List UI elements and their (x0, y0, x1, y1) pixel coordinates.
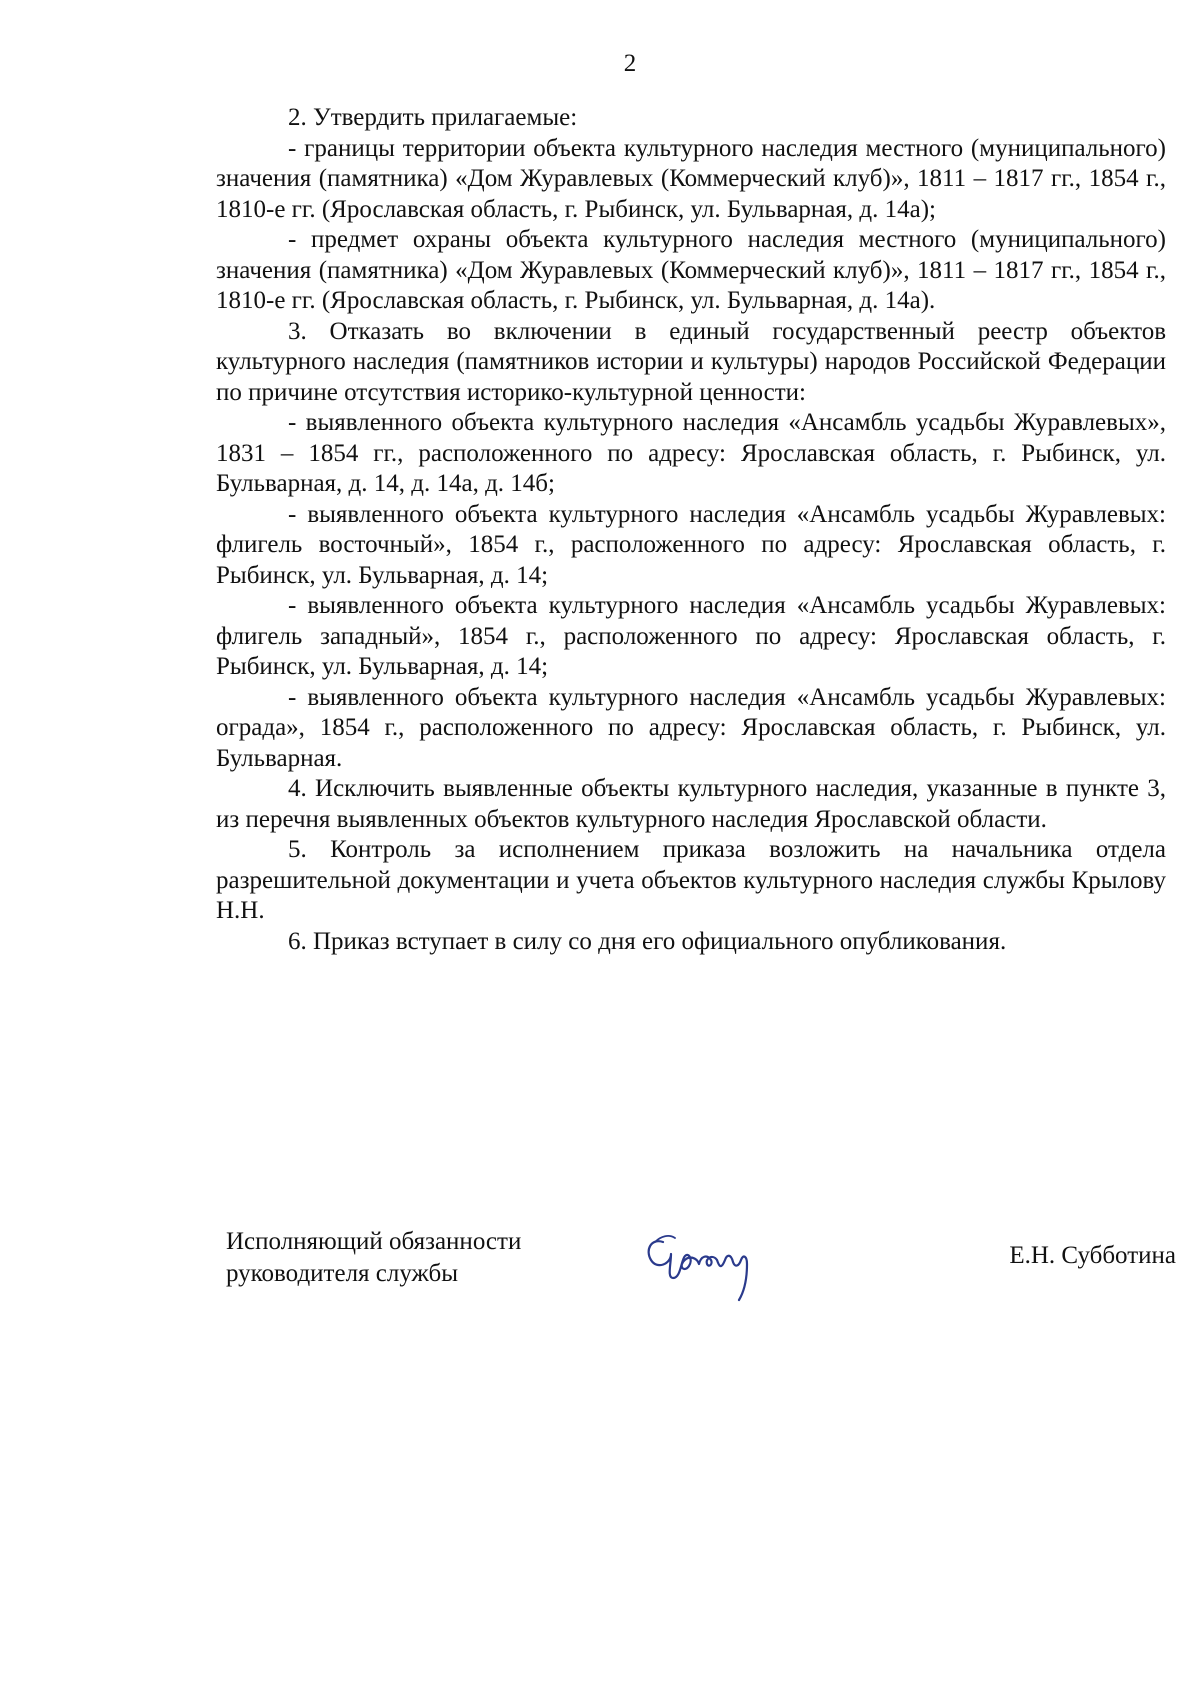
handwritten-signature (641, 1220, 791, 1310)
paragraph-item-3: 3. Отказать во включении в единый государственный реестр объектов культурного наследия (памятников истории и культуры) народов Российской Федерации по причине отсутствия историко-культурной ценности: (216, 317, 1166, 406)
paragraph-item-2: 2. Утвердить прилагаемые: (288, 104, 578, 131)
paragraph-item-3-east-wing: - выявленного объекта культурного наследия «Ансамбль усадьбы Журавлевых: флигель восточный», 1854 г., расположенного по адресу: Ярославская область, г. Рыбинск, ул. Бульварная, д. 14; (216, 500, 1166, 589)
signatory-title (226, 1226, 521, 1290)
paragraph-item-6: 6. Приказ вступает в силу со дня его официального опубликования. (288, 927, 1007, 955)
signature-block (226, 1226, 1176, 1336)
order-body (216, 103, 1166, 957)
paragraph-item-4: 4. Исключить выявленные объекты культурного наследия, указанные в пункте 3, из перечня выявленных объектов культурного наследия Ярославской области. (216, 775, 1166, 833)
page-number: 2 (623, 50, 637, 77)
signatory-title-line-1: Исполняющий обязанности (226, 1228, 522, 1255)
paragraph-item-5: 5. Контроль за исполнением приказа возложить на начальника отдела разрешительной документации и учета объектов культурного наследия службы Крылову Н.Н. (216, 836, 1166, 924)
paragraph-item-3-west-wing: - выявленного объекта культурного наследия «Ансамбль усадьбы Журавлевых: флигель западный», 1854 г., расположенного по адресу: Ярославская область, г. Рыбинск, ул. Бульварная, д. 14; (216, 592, 1166, 680)
signatory-name: Е.Н. Субботина (1009, 1242, 1176, 1269)
paragraph-item-3-ensemble: - выявленного объекта культурного наследия «Ансамбль усадьбы Журавлевых», 1831 – 1854 гг., расположенного по адресу: Ярославская область, г. Рыбинск, ул. Бульварная, д. 14, д. 14а, д. 14б; (216, 409, 1166, 497)
signatory-title-line-2: руководителя службы (226, 1260, 459, 1287)
paragraph-item-3-fence: - выявленного объекта культурного наследия «Ансамбль усадьбы Журавлевых: ограда», 1854 г., расположенного по адресу: Ярославская область, г. Рыбинск, ул. Бульварная. (216, 683, 1166, 772)
paragraph-item-2-boundaries: - границы территории объекта культурного наследия местного (муниципального) значения (памятника) «Дом Журавлевых (Коммерческий клуб)», 1811 – 1817 гг., 1854 г., 1810-е гг. (Ярославская область, г. Рыбинск, ул. Бульварная, д. 14а); (216, 134, 1166, 223)
paragraph-item-2-protection-subject: - предмет охраны объекта культурного наследия местного (муниципального) значения (памятника) «Дом Журавлевых (Коммерческий клуб)», 1811 – 1817 гг., 1854 г., 1810-е гг. (Ярославская область, г. Рыбинск, ул. Бульварная, д. 14а). (216, 226, 1166, 314)
